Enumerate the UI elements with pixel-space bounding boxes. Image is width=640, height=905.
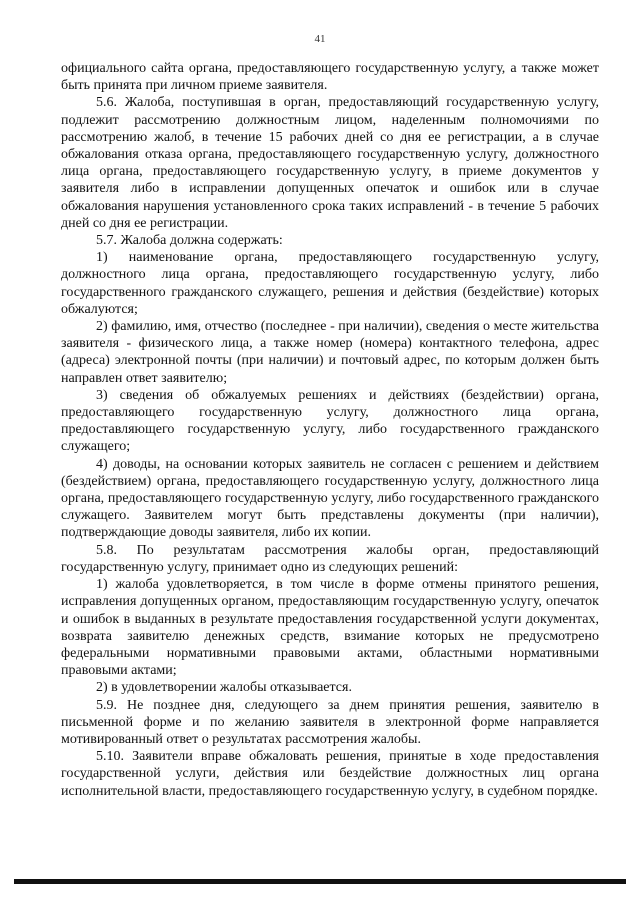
paragraph-5-7-item-3: 3) сведения об обжалуемых решениях и действиях (бездействии) органа, предоставляющего государственную услугу, должностного лица органа, предоставляющего государственную услугу, либо государственного гражданского служащего;	[61, 387, 599, 455]
paragraph-5-8-item-1: 1) жалоба удовлетворяется, в том числе в форме отмены принятого решения, исправления допущенных органом, предоставляющим государственную услугу, опечаток и ошибок в выданных в результате предоставления государственной услуги документах, возврата заявителю денежных средств, взимание которых не предусмотрено федеральными нормативными правовыми актами, областными нормативными правовыми актами;	[61, 577, 599, 679]
paragraph-5-9: 5.9. Не позднее дня, следующего за днем принятия решения, заявителю в письменной форме и по желанию заявителя в электронной форме направляется мотивированный ответ о результатах рассмотрения жалобы.	[61, 697, 599, 747]
paragraph-5-8: 5.8. По результатам рассмотрения жалобы орган, предоставляющий государственную услугу, принимает одно из следующих решений:	[61, 542, 599, 575]
paragraph-continuation: официального сайта органа, предоставляющего государственную услугу, а также может быть принята при личном приеме заявителя.	[61, 61, 599, 94]
paragraph-5-7-item-2: 2) фамилию, имя, отчество (последнее - при наличии), сведения о месте жительства заявителя - физического лица, а также номер (номера) контактного телефона, адрес (адреса) электронной почты (при наличии) и почтовый адрес, по которым должен быть направлен ответ заявителю;	[61, 319, 599, 386]
bottom-rule	[14, 879, 626, 884]
paragraph-5-7: 5.7. Жалоба должна содержать:	[96, 233, 283, 249]
paragraph-5-10: 5.10. Заявители вправе обжаловать решения, принятые в ходе предоставления государственной услуги, действия или бездействие должностных лиц органа исполнительной власти, предоставляющего государственную услугу, в судебном порядке.	[61, 749, 599, 799]
paragraph-5-7-item-1: 1) наименование органа, предоставляющего государственную услугу, должностного лица органа, предоставляющего государственную услугу, либо государственного гражданского служащего, решения и действия (бездействие) которых обжалуются;	[61, 250, 599, 317]
page-number: 41	[314, 33, 326, 45]
paragraph-5-8-item-2: 2) в удовлетворении жалобы отказывается.	[96, 680, 352, 696]
paragraph-5-7-item-4: 4) доводы, на основании которых заявитель не согласен с решением и действием (бездействием) органа, предоставляющего государственную услугу, должностного лица органа, предоставляющего государственную услугу, либо государственного гражданского служащего. Заявителем могут быть представлены документы (при наличии), подтверждающие доводы заявителя, либо их копии.	[61, 456, 599, 541]
paragraph-5-6: 5.6. Жалоба, поступившая в орган, предоставляющий государственную услугу, подлежит рассмотрению должностным лицом, наделенным полномочиями по рассмотрению жалоб, в течение 15 рабочих дней со дня ее регистрации, а в случае обжалования отказа органа, предоставляющего государственную услугу, должностного лица органа, предоставляющего государственную услугу, в приеме документов у заявителя либо в исправлении допущенных опечаток и ошибок или в случае обжалования нарушения установленного срока таких исправлений - в течение 5 рабочих дней со дня ее регистрации.	[61, 95, 599, 231]
document-body	[61, 60, 599, 800]
